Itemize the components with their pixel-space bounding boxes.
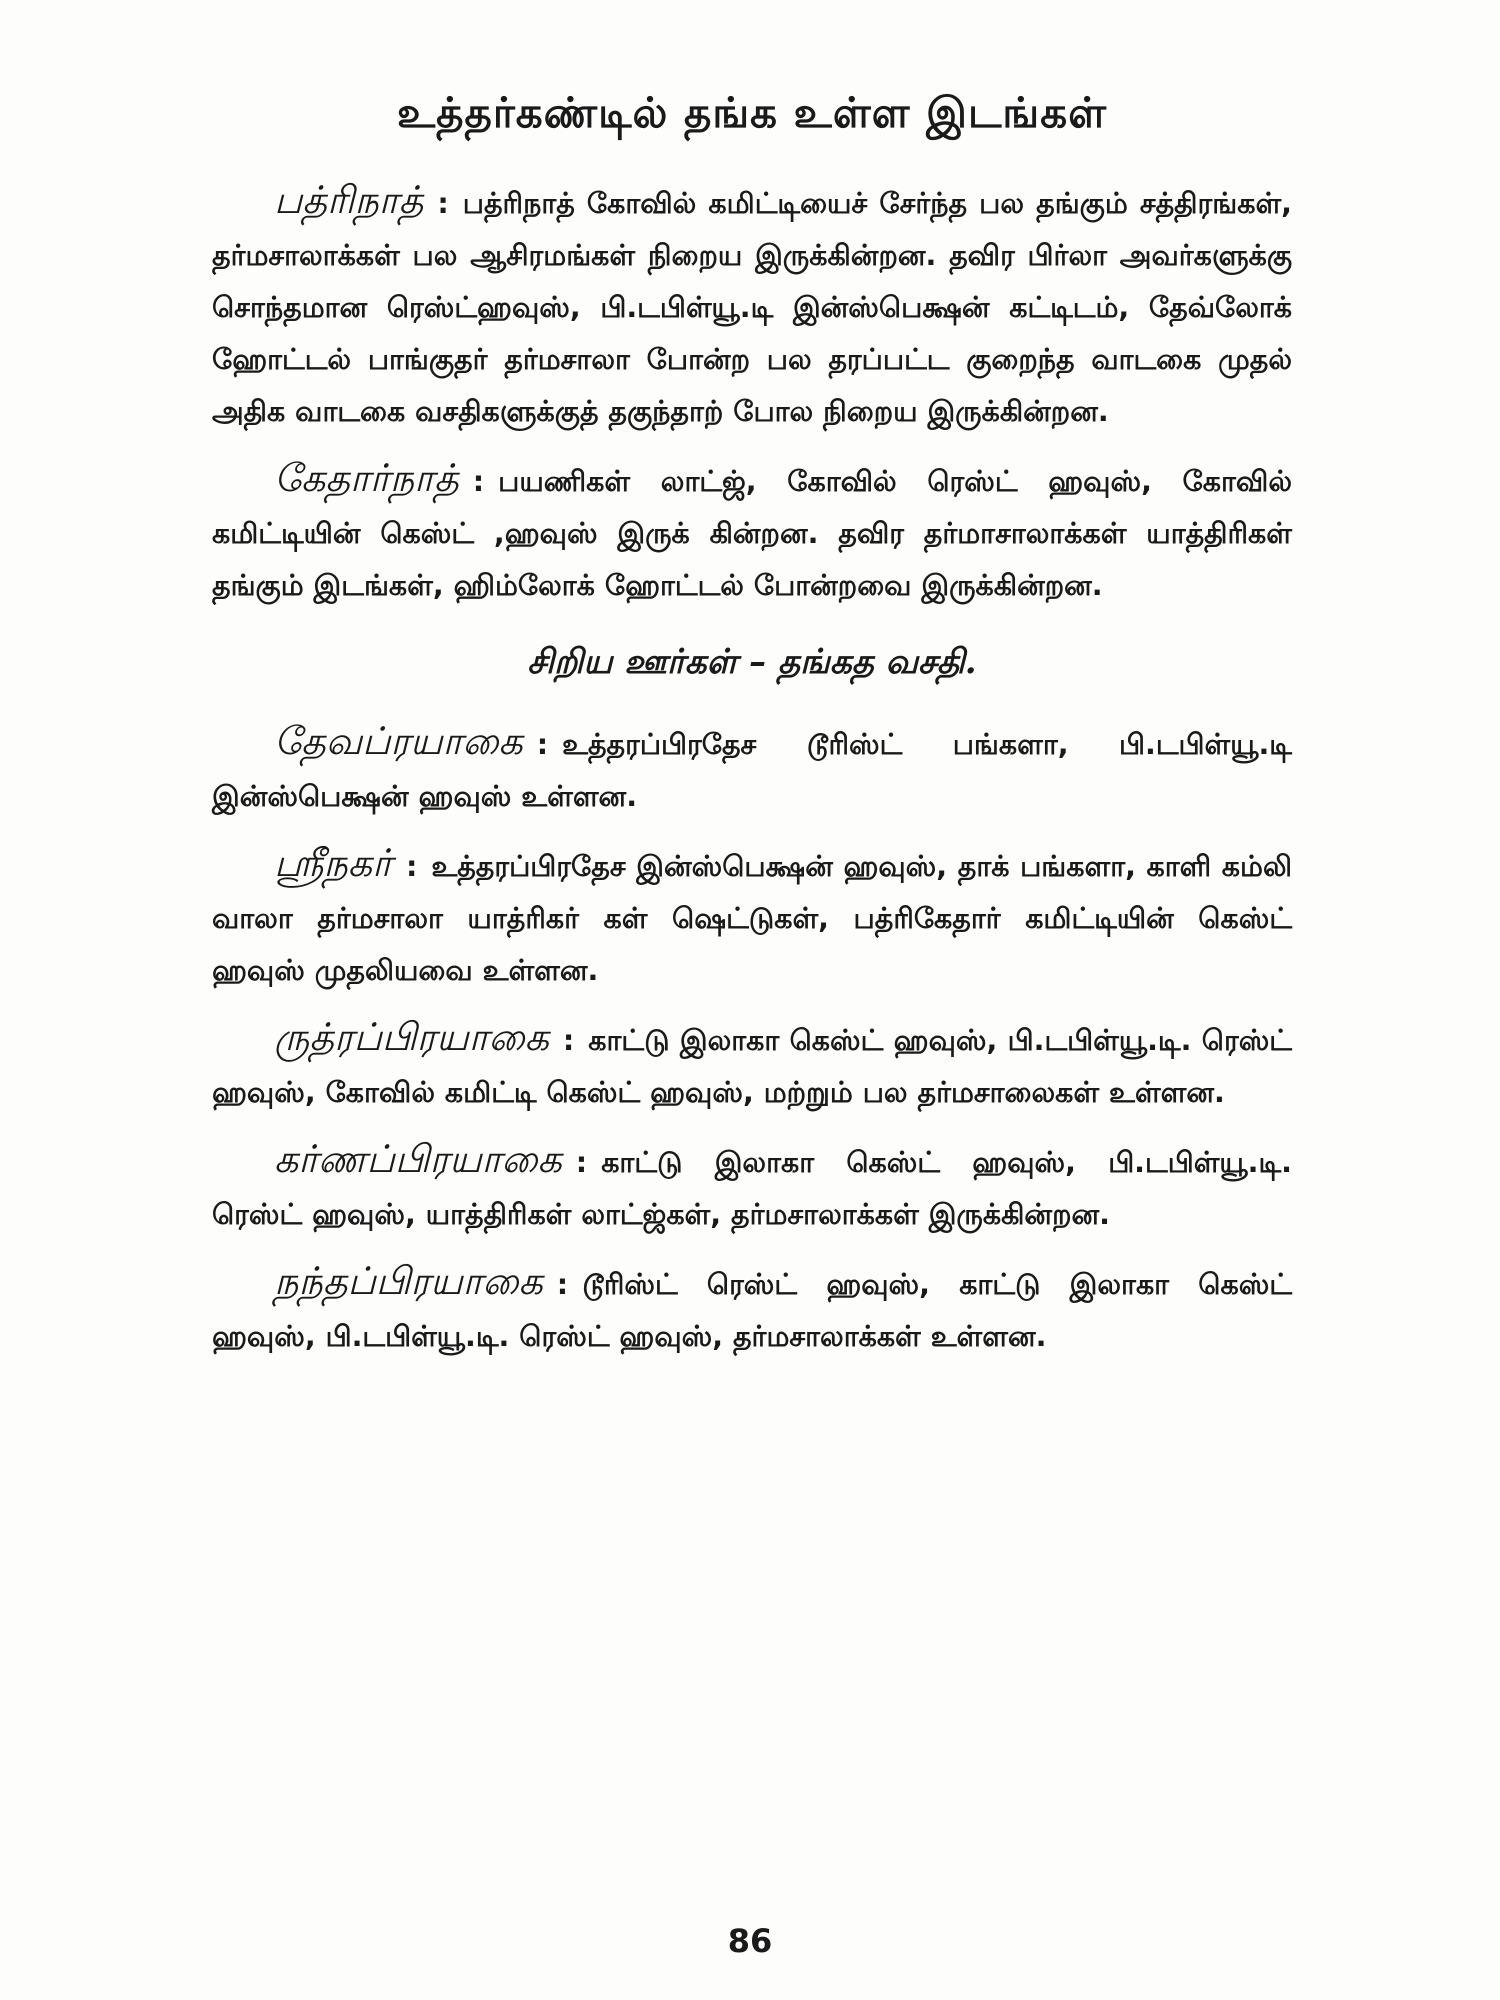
- separator: :: [472, 465, 485, 499]
- separator: :: [536, 727, 549, 761]
- entry-srinagar: [212, 837, 1292, 997]
- place-name: ஸ்ரீநகர்: [274, 840, 392, 885]
- separator: :: [562, 1023, 575, 1057]
- place-description: உத்தரப்பிரதேச டூரிஸ்ட் பங்களா, பி.டபிள்யூ.டி இன்ஸ்பெக்ஷன் ஹவுஸ் உள்ளன.: [212, 727, 1292, 813]
- place-description: பயணிகள் லாட்ஜ், கோவில் ரெஸ்ட் ஹவுஸ், கோவில் கமிட்டியின் கெஸ்ட் ,ஹவுஸ் இருக் கின்றன. தவிர தர்மாசாலாக்கள் யாத்திரிகள் தங்கும் இடங்கள், ஹிம்லோக் ஹோட்டல் போன்றவை இருக்கின்றன.: [212, 465, 1292, 603]
- place-description: காட்டு இலாகா கெஸ்ட் ஹவுஸ், பி.டபிள்யூ.டி. ரெஸ்ட் ஹவுஸ், கோவில் கமிட்டி கெஸ்ட் ஹவுஸ், மற்றும் பல தர்மசாலைகள் உள்ளன.: [212, 1023, 1292, 1109]
- place-name: நந்தப்பிரயாகை: [274, 1258, 543, 1303]
- page-title: உத்தர்கண்டில் தங்க உள்ள இடங்கள்: [397, 88, 1107, 137]
- place-description: பத்ரிநாத் கோவில் கமிட்டியைச் சேர்ந்த பல தங்கும் சத்திரங்கள், தர்மசாலாக்கள் பல ஆசிரமங்கள் நிறைய இருக்கின்றன. தவிர பிர்லா அவர்களுக்கு சொந்தமான ரெஸ்ட்ஹவுஸ், பி.டபிள்யூ.டி இன்ஸ்பெக்ஷன் கட்டிடம், தேவ்லோக் ஹோட்டல் பாங்குதர் தர்மசாலா போன்ற பல தரப்பட்ட குறைந்த வாடகை முதல் அதிக வாடகை வசதிகளுக்குத் தகுந்தாற் போல நிறைய இருக்கின்றன.: [212, 187, 1292, 429]
- place-name: தேவப்ரயாகை: [274, 718, 523, 763]
- place-description: உத்தரப்பிரதேச இன்ஸ்பெக்ஷன் ஹவுஸ், தாக் பங்களா, காளி கம்லி வாலா தர்மசாலா யாத்ரிகர் கள் ஷெட்டுகள், பத்ரிகேதார் கமிட்டியின் கெஸ்ட் ஹவுஸ் முதலியவை உள்ளன.: [212, 849, 1292, 987]
- place-name: கர்ணப்பிரயாகை: [274, 1136, 562, 1181]
- page-number: 86: [727, 1922, 773, 1960]
- entry-devprayag: [212, 715, 1292, 823]
- place-description: காட்டு இலாகா கெஸ்ட் ஹவுஸ், பி.டபிள்யூ.டி. ரெஸ்ட் ஹவுஸ், யாத்திரிகள் லாட்ஜ்கள், தர்மசாலாக்கள் இருக்கின்றன.: [212, 1145, 1292, 1231]
- entry-kedarnath: [212, 452, 1292, 612]
- small-towns-section: [212, 715, 1292, 1363]
- entry-karnaprayag: [212, 1133, 1292, 1241]
- major-places-section: [212, 174, 1292, 612]
- place-description: டூரிஸ்ட் ரெஸ்ட் ஹவுஸ், காட்டு இலாகா கெஸ்ட் ஹவுஸ், பி.டபிள்யூ.டி. ரெஸ்ட் ஹவுஸ், தர்மசாலாக்கள் உள்ளன.: [212, 1267, 1292, 1353]
- page-content: [212, 88, 1292, 1377]
- place-name: கேதார்நாத்: [274, 456, 459, 501]
- place-name: பத்ரிநாத்: [274, 178, 424, 223]
- separator: :: [437, 187, 449, 221]
- entry-nandaprayag: [212, 1255, 1292, 1363]
- separator: :: [575, 1145, 588, 1179]
- section-subtitle: சிறிய ஊர்கள் – தங்கத வசதி.: [527, 642, 977, 683]
- entry-badrinath: [212, 174, 1292, 438]
- place-name: ருத்ரப்பிரயாகை: [274, 1014, 549, 1059]
- separator: :: [405, 849, 418, 883]
- separator: :: [556, 1267, 569, 1301]
- entry-rudraprayag: [212, 1011, 1292, 1119]
